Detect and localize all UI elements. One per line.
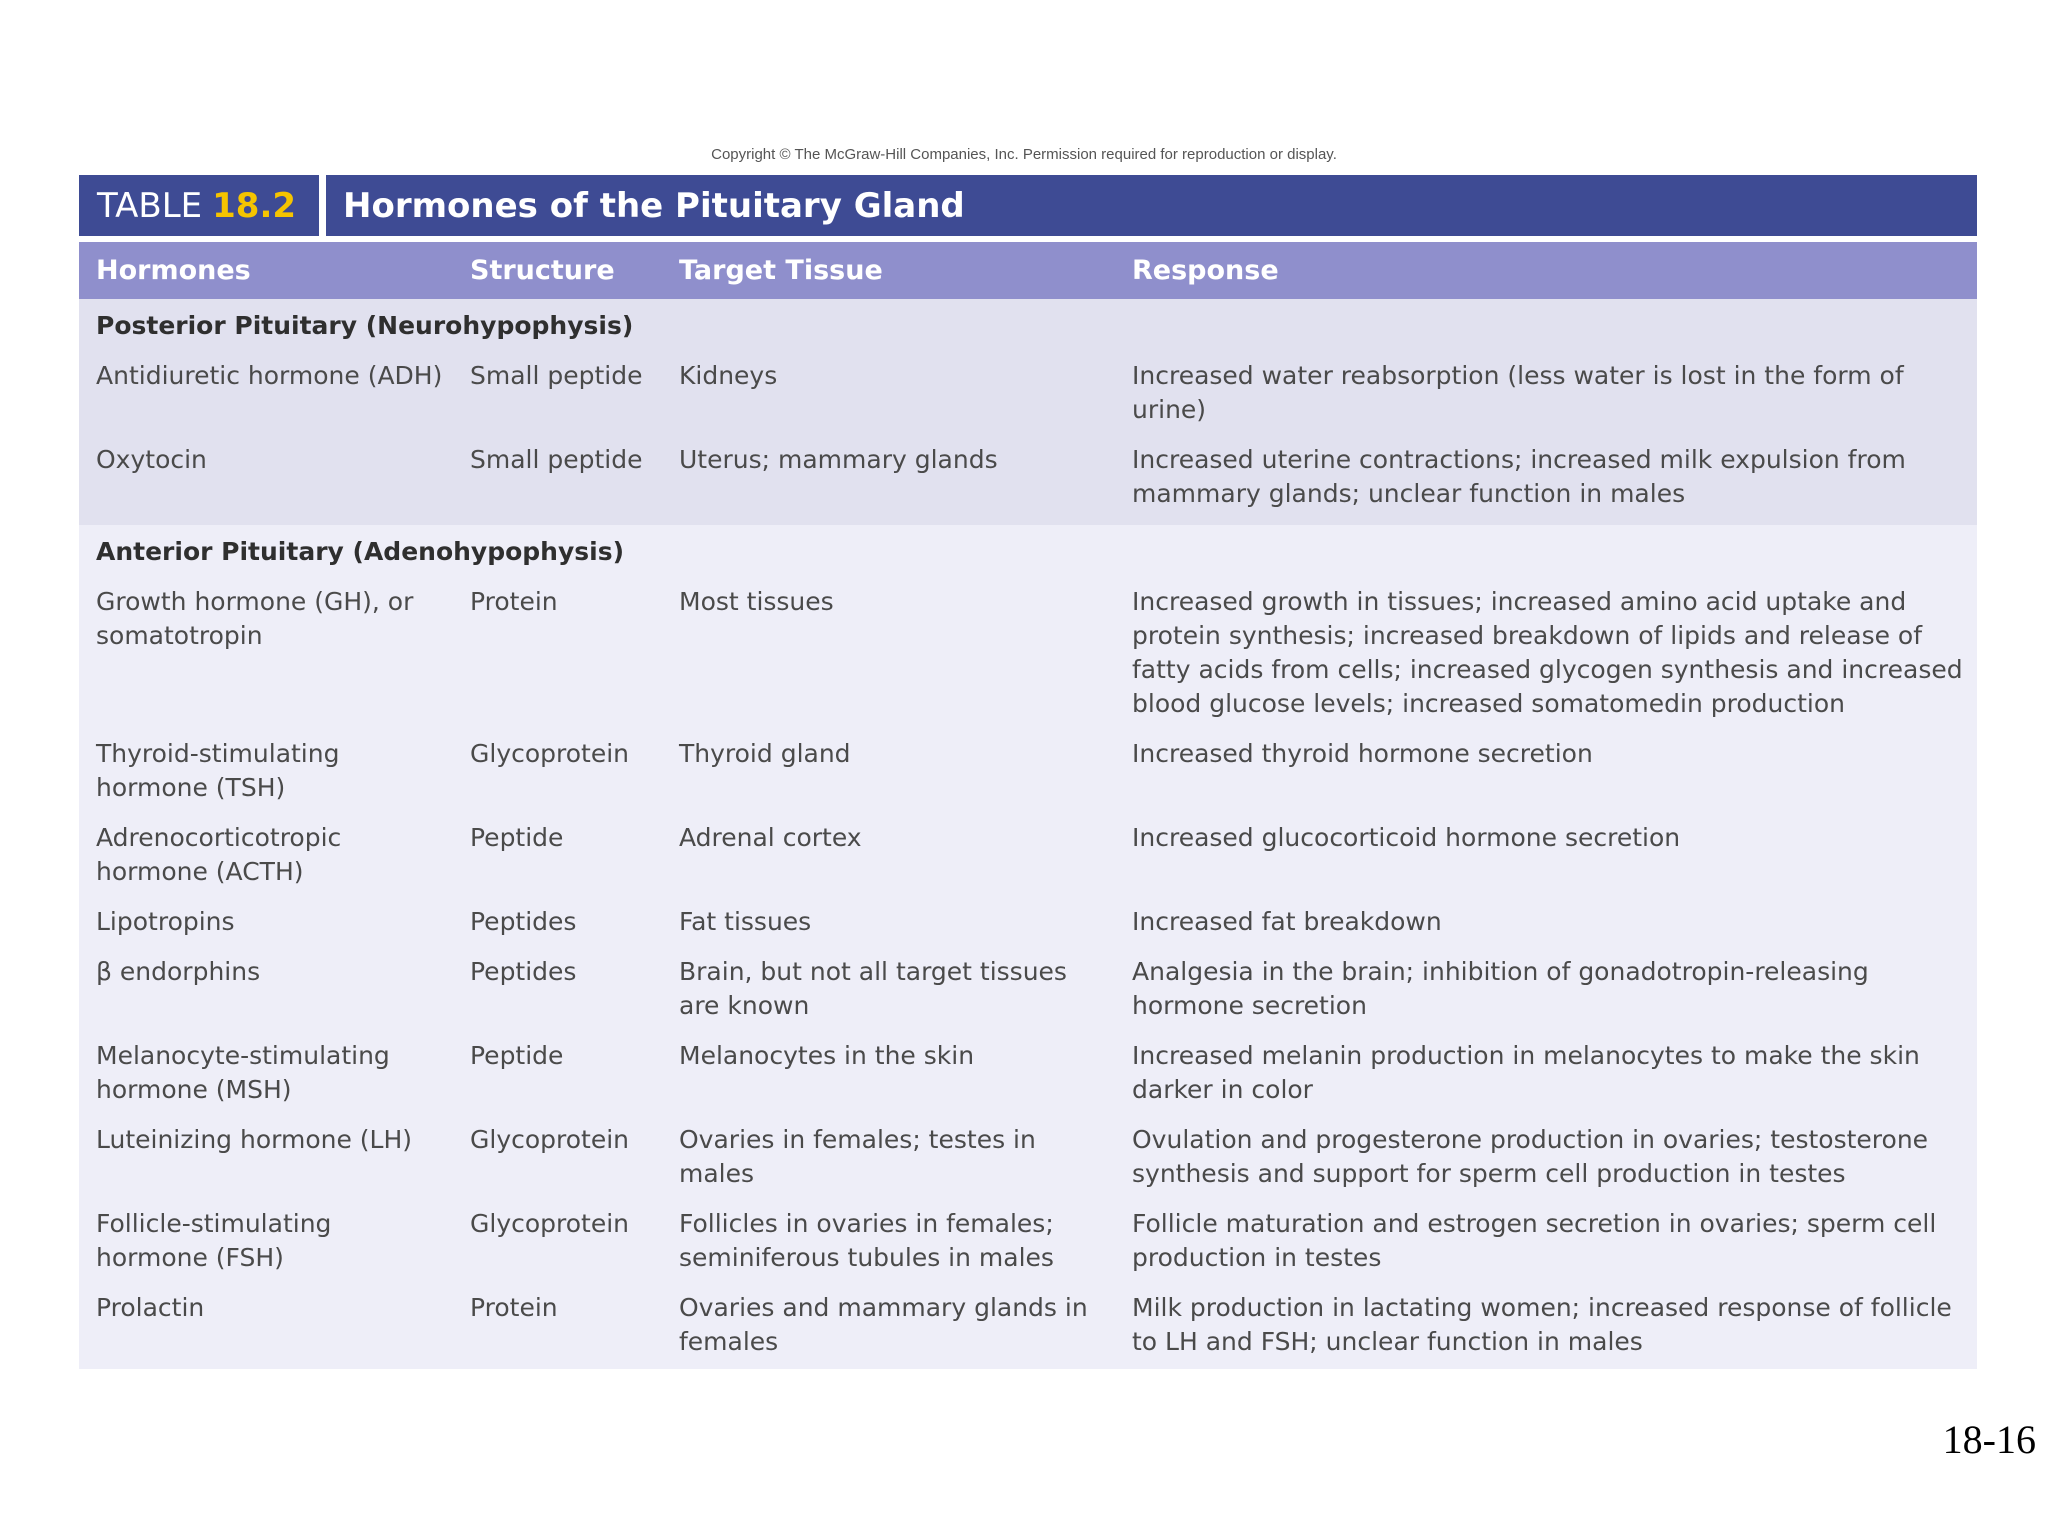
cell-hormone: Melanocyte-stimulating hormone (MSH) bbox=[79, 1033, 453, 1117]
table-row bbox=[79, 437, 1977, 525]
cell-structure: Peptide bbox=[453, 815, 662, 899]
cell-structure: Small peptide bbox=[453, 353, 662, 437]
cell-response: Increased uterine contractions; increased milk expulsion from mammary glands; unclear function in males bbox=[1115, 437, 1977, 525]
cell-response: Ovulation and progesterone production in ovaries; testosterone synthesis and support for sperm cell production in testes bbox=[1115, 1117, 1977, 1201]
cell-target-tissue: Fat tissues bbox=[662, 899, 1115, 949]
cell-structure: Protein bbox=[453, 1285, 662, 1369]
cell-hormone: Luteinizing hormone (LH) bbox=[79, 1117, 453, 1201]
cell-target-tissue: Brain, but not all target tissues are known bbox=[662, 949, 1115, 1033]
cell-structure: Glycoprotein bbox=[453, 731, 662, 815]
cell-target-tissue: Ovaries in females; testes in males bbox=[662, 1117, 1115, 1201]
table-row bbox=[79, 353, 1977, 437]
table-title: Hormones of the Pituitary Gland bbox=[343, 185, 965, 226]
table-body bbox=[79, 299, 1977, 1369]
cell-response: Milk production in lactating women; increased response of follicle to LH and FSH; unclear function in males bbox=[1115, 1285, 1977, 1369]
section-header-row bbox=[79, 525, 1977, 579]
cell-structure: Glycoprotein bbox=[453, 1117, 662, 1201]
cell-structure: Glycoprotein bbox=[453, 1201, 662, 1285]
column-header-structure: Structure bbox=[453, 242, 662, 299]
cell-response: Follicle maturation and estrogen secretion in ovaries; sperm cell production in testes bbox=[1115, 1201, 1977, 1285]
cell-hormone: β endorphins bbox=[79, 949, 453, 1033]
page-number: 18-16 bbox=[1942, 1417, 2036, 1462]
table-row bbox=[79, 1033, 1977, 1117]
column-header-response: Response bbox=[1115, 242, 1977, 299]
table-label-word: TABLE bbox=[97, 185, 203, 226]
section-heading: Posterior Pituitary (Neurohypophysis) bbox=[79, 299, 1977, 353]
cell-hormone: Adrenocorticotropic hormone (ACTH) bbox=[79, 815, 453, 899]
cell-target-tissue: Melanocytes in the skin bbox=[662, 1033, 1115, 1117]
cell-structure: Peptides bbox=[453, 949, 662, 1033]
column-header-row bbox=[79, 242, 1977, 299]
cell-structure: Protein bbox=[453, 579, 662, 731]
cell-hormone: Thyroid-stimulating hormone (TSH) bbox=[79, 731, 453, 815]
table-row bbox=[79, 731, 1977, 815]
cell-hormone: Follicle-stimulating hormone (FSH) bbox=[79, 1201, 453, 1285]
table-row bbox=[79, 1117, 1977, 1201]
cell-response: Analgesia in the brain; inhibition of gonadotropin-releasing hormone secretion bbox=[1115, 949, 1977, 1033]
cell-hormone: Growth hormone (GH), or somatotropin bbox=[79, 579, 453, 731]
cell-target-tissue: Adrenal cortex bbox=[662, 815, 1115, 899]
table-row bbox=[79, 1201, 1977, 1285]
table-title-bar bbox=[79, 175, 1977, 236]
cell-target-tissue: Uterus; mammary glands bbox=[662, 437, 1115, 525]
section-heading: Anterior Pituitary (Adenohypophysis) bbox=[79, 525, 1977, 579]
cell-response: Increased water reabsorption (less water is lost in the form of urine) bbox=[1115, 353, 1977, 437]
cell-hormone: Lipotropins bbox=[79, 899, 453, 949]
cell-response: Increased glucocorticoid hormone secretion bbox=[1115, 815, 1977, 899]
table-number: 18.2 bbox=[212, 185, 297, 226]
title-divider bbox=[319, 175, 326, 236]
section-header-row bbox=[79, 299, 1977, 353]
cell-hormone: Prolactin bbox=[79, 1285, 453, 1369]
table-row bbox=[79, 899, 1977, 949]
cell-target-tissue: Thyroid gland bbox=[662, 731, 1115, 815]
cell-response: Increased growth in tissues; increased amino acid uptake and protein synthesis; increased breakdown of lipids and release of fatty acids from cells; increased glycogen synthesis and increased blood glucose levels; increased somatomedin production bbox=[1115, 579, 1977, 731]
table-label bbox=[79, 175, 319, 236]
cell-hormone: Antidiuretic hormone (ADH) bbox=[79, 353, 453, 437]
copyright-notice: Copyright © The McGraw-Hill Companies, Inc. Permission required for reproduction or display. bbox=[711, 146, 1337, 163]
column-header-target-tissue: Target Tissue bbox=[662, 242, 1115, 299]
cell-response: Increased thyroid hormone secretion bbox=[1115, 731, 1977, 815]
cell-structure: Small peptide bbox=[453, 437, 662, 525]
cell-target-tissue: Follicles in ovaries in females; seminiferous tubules in males bbox=[662, 1201, 1115, 1285]
table-row bbox=[79, 1285, 1977, 1369]
cell-structure: Peptides bbox=[453, 899, 662, 949]
table-row bbox=[79, 579, 1977, 731]
table-row bbox=[79, 815, 1977, 899]
cell-response: Increased melanin production in melanocytes to make the skin darker in color bbox=[1115, 1033, 1977, 1117]
hormone-table bbox=[79, 242, 1977, 1369]
table-row bbox=[79, 949, 1977, 1033]
cell-response: Increased fat breakdown bbox=[1115, 899, 1977, 949]
cell-target-tissue: Ovaries and mammary glands in females bbox=[662, 1285, 1115, 1369]
cell-structure: Peptide bbox=[453, 1033, 662, 1117]
hormone-table-container bbox=[79, 175, 1977, 1369]
column-header-hormones: Hormones bbox=[79, 242, 453, 299]
cell-target-tissue: Kidneys bbox=[662, 353, 1115, 437]
cell-hormone: Oxytocin bbox=[79, 437, 453, 525]
cell-target-tissue: Most tissues bbox=[662, 579, 1115, 731]
